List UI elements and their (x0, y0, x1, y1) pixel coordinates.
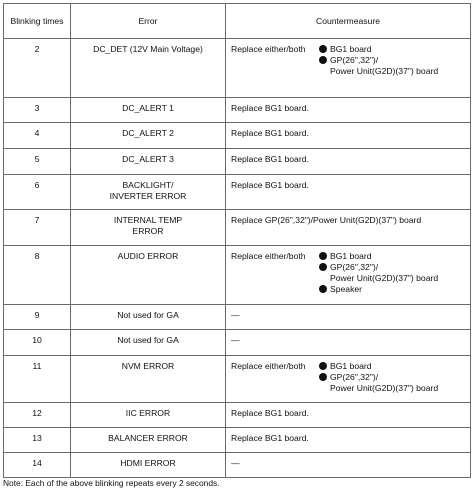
countermeasure-text: Replace BG1 board. (231, 128, 309, 138)
error-cell (71, 149, 226, 175)
error-text: BACKLIGHT/ (122, 180, 174, 190)
error-cell (71, 98, 226, 123)
countermeasure-text: GP(26",32")/ (330, 262, 379, 272)
error-text: ERROR (132, 226, 164, 236)
countermeasure-cell (226, 305, 471, 330)
blinking-times-cell: 13 (4, 428, 71, 453)
countermeasure-cell (226, 428, 471, 453)
error-text: IIC ERROR (125, 408, 171, 418)
countermeasure-line (231, 103, 470, 114)
error-cell (71, 305, 226, 330)
countermeasure-lead: Replace either/both (231, 251, 306, 261)
error-text: DC_DET (12V Main Voltage) (93, 44, 203, 54)
countermeasure-line (231, 433, 470, 444)
countermeasure-cell (226, 356, 471, 403)
countermeasure-line (231, 273, 470, 284)
error-cell (71, 403, 226, 428)
error-text: DC_ALERT 3 (122, 154, 174, 164)
countermeasure-text: Replace BG1 board. (231, 433, 309, 443)
table-row (4, 356, 471, 403)
countermeasure-lead: Replace either/both (231, 44, 306, 54)
countermeasure-text: — (231, 310, 240, 320)
error-text: NVM ERROR (121, 361, 175, 371)
error-text: BALANCER ERROR (108, 433, 188, 443)
countermeasure-text: BG1 board (330, 251, 372, 261)
error-text: INTERNAL TEMP (113, 215, 183, 225)
header-blinking-times: Blinking times (4, 4, 71, 39)
error-text: INVERTER ERROR (109, 191, 187, 201)
countermeasure-line (231, 251, 470, 262)
countermeasure-cell (226, 210, 471, 246)
blinking-times-cell: 12 (4, 403, 71, 428)
blinking-times-cell: 14 (4, 453, 71, 478)
bullet-icon (319, 373, 327, 381)
countermeasure-line (231, 310, 470, 321)
blinking-times-cell: 5 (4, 149, 71, 175)
table-row (4, 403, 471, 428)
countermeasure-line (231, 55, 470, 66)
countermeasure-lead: Replace either/both (231, 361, 306, 371)
table-row (4, 210, 471, 246)
error-cell (71, 246, 226, 305)
error-cell (71, 175, 226, 210)
error-code-table (3, 3, 471, 478)
error-cell (71, 356, 226, 403)
countermeasure-line (231, 44, 470, 55)
blinking-times-cell: 4 (4, 123, 71, 149)
table-row (4, 246, 471, 305)
countermeasure-cell (226, 330, 471, 356)
countermeasure-line (231, 335, 470, 346)
countermeasure-line (231, 383, 470, 394)
countermeasure-text: Replace BG1 board. (231, 180, 309, 190)
countermeasure-line (231, 154, 470, 165)
countermeasure-line (231, 284, 470, 295)
header-error: Error (71, 4, 226, 39)
blinking-times-cell: 9 (4, 305, 71, 330)
countermeasure-text: Replace GP(26",32")/Power Unit(G2D)(37") board (231, 215, 422, 225)
countermeasure-text: GP(26",32")/ (330, 55, 379, 65)
error-cell (71, 210, 226, 246)
table-body (4, 39, 471, 478)
blinking-times-cell: 2 (4, 39, 71, 98)
blinking-times-cell: 3 (4, 98, 71, 123)
countermeasure-text: BG1 board (330, 44, 372, 54)
table-row (4, 453, 471, 478)
countermeasure-line (231, 361, 470, 372)
countermeasure-line (231, 372, 470, 383)
table-row (4, 428, 471, 453)
blinking-times-cell: 8 (4, 246, 71, 305)
error-text: Not used for GA (117, 310, 179, 320)
countermeasure-line (231, 128, 470, 139)
error-cell (71, 330, 226, 356)
countermeasure-line (231, 215, 470, 226)
bullet-icon (319, 362, 327, 370)
table-row (4, 305, 471, 330)
countermeasure-text: — (231, 458, 240, 468)
error-cell (71, 39, 226, 98)
error-text: Not used for GA (117, 335, 179, 345)
header-countermeasure: Countermeasure (226, 4, 471, 39)
table-row (4, 98, 471, 123)
countermeasure-text: — (231, 335, 240, 345)
countermeasure-text: BG1 board (330, 361, 372, 371)
countermeasure-cell (226, 453, 471, 478)
countermeasure-line (231, 408, 470, 419)
countermeasure-line (231, 66, 470, 77)
bullet-icon (319, 263, 327, 271)
error-cell (71, 428, 226, 453)
error-cell (71, 453, 226, 478)
error-cell (71, 123, 226, 149)
error-text: DC_ALERT 1 (122, 103, 174, 113)
countermeasure-line (231, 458, 470, 469)
blinking-times-cell: 6 (4, 175, 71, 210)
bullet-icon (319, 45, 327, 53)
countermeasure-cell (226, 246, 471, 305)
countermeasure-cell (226, 98, 471, 123)
table-row (4, 330, 471, 356)
countermeasure-cell (226, 39, 471, 98)
countermeasure-text: GP(26",32")/ (330, 372, 379, 382)
countermeasure-line (231, 262, 470, 273)
countermeasure-cell (226, 123, 471, 149)
countermeasure-text: Speaker (330, 284, 363, 294)
footnote: Note: Each of the above blinking repeats every 2 seconds. (3, 478, 220, 488)
error-text: DC_ALERT 2 (122, 128, 174, 138)
countermeasure-text: Replace BG1 board. (231, 103, 309, 113)
countermeasure-line (231, 180, 470, 191)
error-text: HDMI ERROR (120, 458, 176, 468)
countermeasure-text: Power Unit(G2D)(37") board (330, 66, 439, 76)
table-row (4, 123, 471, 149)
countermeasure-cell (226, 149, 471, 175)
countermeasure-cell (226, 403, 471, 428)
table-row (4, 149, 471, 175)
table-row (4, 39, 471, 98)
bullet-icon (319, 56, 327, 64)
error-text: AUDIO ERROR (117, 251, 179, 261)
countermeasure-text: Power Unit(G2D)(37") board (330, 383, 439, 393)
countermeasure-text: Replace BG1 board. (231, 154, 309, 164)
bullet-icon (319, 252, 327, 260)
blinking-times-cell: 7 (4, 210, 71, 246)
table-header-row (4, 4, 471, 39)
countermeasure-text: Power Unit(G2D)(37") board (330, 273, 439, 283)
blinking-times-cell: 10 (4, 330, 71, 356)
bullet-icon (319, 285, 327, 293)
blinking-times-cell: 11 (4, 356, 71, 403)
countermeasure-cell (226, 175, 471, 210)
countermeasure-text: Replace BG1 board. (231, 408, 309, 418)
table-row (4, 175, 471, 210)
